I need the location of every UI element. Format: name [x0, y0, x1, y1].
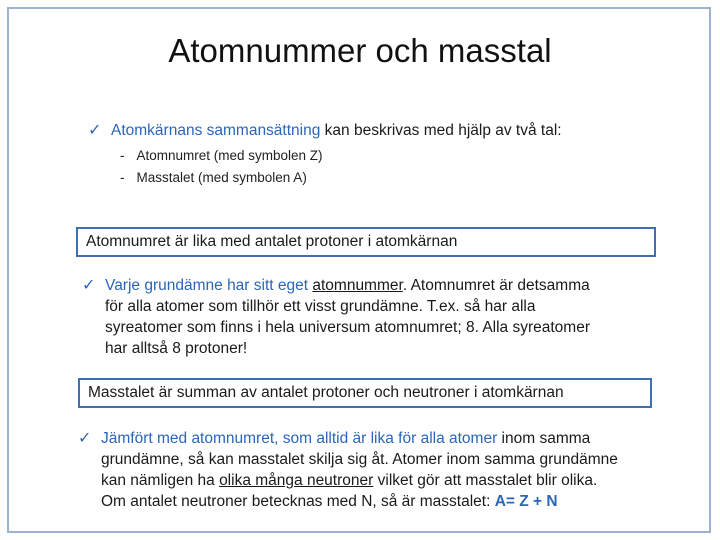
sub-item-mass-number: - Masstalet (med symbolen A)	[120, 170, 307, 185]
bullet-text: vilket gör att masstalet blir olika.	[373, 472, 598, 489]
sub-item-atomic-number: - Atomnumret (med symbolen Z)	[120, 148, 323, 163]
bullet-text: . Atomnumret är detsamma	[402, 277, 590, 294]
definition-box-atomic-number: Atomnumret är lika med antalet protoner i atomkärnan	[76, 227, 656, 257]
bullet-text: kan beskrivas med hjälp av två tal:	[320, 122, 562, 139]
slide-title: Atomnummer och masstal	[168, 32, 552, 69]
checkmark-icon: ✓	[78, 430, 92, 447]
bullet-text: Om antalet neutroner betecknas med N, så är masstalet:	[101, 493, 495, 510]
sub-item-label: Atomnumret (med symbolen Z)	[136, 148, 323, 163]
bullet-text: inom samma	[497, 430, 591, 447]
bullet-text: syreatomer som finns i hela universum atomnumret; 8. Alla syreatomer	[105, 319, 590, 336]
definition-box-mass-number: Masstalet är summan av antalet protoner och neutroner i atomkärnan	[78, 378, 652, 408]
checkmark-icon: ✓	[88, 122, 102, 139]
bullet-composition	[88, 120, 688, 141]
bullet-text: grundämne, så kan masstalet skilja sig åt. Atomer inom samma grundämne	[101, 451, 618, 468]
sub-item-label: Masstalet (med symbolen A)	[136, 170, 307, 185]
bullet-text: för alla atomer som tillhör ett visst grundämne. T.ex. så har alla	[105, 298, 536, 315]
mass-number-formula: A= Z + N	[494, 493, 558, 510]
underlined-term: olika många neutroner	[219, 472, 374, 489]
bullet-element-atomic-number	[82, 275, 682, 359]
bullet-lead: Atomkärnans sammansättning	[111, 122, 321, 139]
bullet-lead: Varje grundämne har sitt eget	[105, 277, 313, 294]
bullet-mass-number-comparison	[78, 428, 688, 512]
checkmark-icon: ✓	[82, 277, 96, 294]
bullet-lead: Jämfört med atomnumret, som alltid är lika för alla atomer	[101, 430, 498, 447]
bullet-text: kan nämligen ha	[101, 472, 220, 489]
underlined-term: atomnummer	[312, 277, 403, 294]
bullet-text: har alltså 8 protoner!	[105, 340, 248, 357]
